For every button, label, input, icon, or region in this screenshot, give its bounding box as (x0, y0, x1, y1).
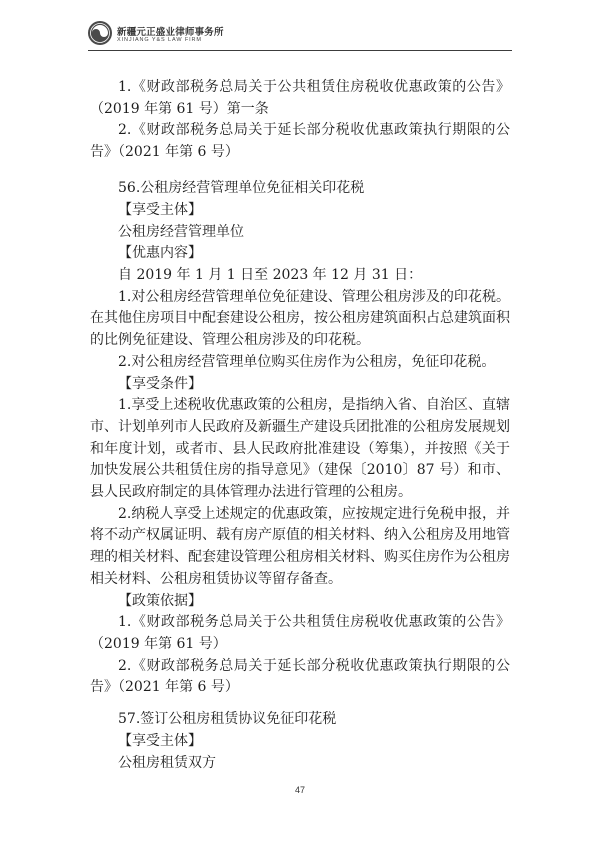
subject-heading (90, 731, 510, 753)
policy-basis-item (90, 77, 510, 120)
policy-basis-item (90, 120, 510, 163)
condition-item (90, 504, 510, 591)
heading-text: 【享受条件】 (118, 375, 202, 392)
firm-name-cn: 新疆元正盛业律师事务所 (117, 27, 224, 38)
spacer (90, 164, 510, 178)
text-line: 在其他住房项目中配套建设公租房，按公租房建筑面积占总建筑面积 (90, 310, 510, 327)
text-line: 将不动产权属证明、载有房产原值的相关材料、纳入公租房及用地管 (90, 527, 510, 544)
benefit-heading (90, 243, 510, 265)
text-line: 2.纳税人享受上述规定的优惠政策，应按规定进行免税申报，并 (118, 505, 510, 522)
text-line: （2019 年第 61 号）第一条 (90, 100, 269, 117)
benefit-item (90, 287, 510, 352)
benefit-item (90, 352, 510, 374)
heading-text: 【政策依据】 (118, 592, 202, 609)
item-56-title (90, 178, 510, 200)
text-line: 1.享受上述税收优惠政策的公租房，是指纳入省、自治区、直辖 (118, 397, 510, 414)
firm-name-en: XINJIANG Y&S LAW FIRM (117, 37, 202, 43)
subject-text (90, 753, 510, 775)
text-line: 县人民政府制定的具体管理办法进行管理的公租房。 (90, 484, 412, 501)
policy-basis-item (90, 612, 510, 655)
section-title: 56.公租房经营管理单位免征相关印花税 (118, 180, 365, 197)
text-line: 的比例免征建设、管理公租房涉及的印花税。 (90, 332, 370, 349)
subject-text (90, 222, 510, 244)
heading-text: 【优惠内容】 (118, 245, 202, 262)
text-line: 2.《财政部税务总局关于延长部分税收优惠政策执行期限的公 (118, 122, 510, 139)
firm-logo-icon (87, 20, 113, 46)
text-line: 自 2019 年 1 月 1 日至 2023 年 12 月 31 日： (118, 267, 423, 284)
header-divider (88, 50, 512, 51)
text-line: 市、计划单列市人民政府及新疆生产建设兵团批准的公租房发展规划 (90, 418, 510, 435)
page-header (0, 0, 600, 56)
heading-text: 【享受主体】 (118, 201, 202, 218)
text-line: 相关材料、公租房租赁协议等留存备查。 (90, 570, 342, 587)
text-line: 告》（2021 年第 6 号） (90, 679, 239, 696)
text-line: 2.对公租房经营管理单位购买住房作为公租房，免征印花税。 (118, 353, 496, 370)
section-title: 57.签订公租房租赁协议免征印花税 (118, 711, 337, 728)
subject-heading (90, 200, 510, 222)
text-line: 公租房租赁双方 (118, 754, 216, 771)
condition-item (90, 395, 510, 504)
text-line: 加快发展公共租赁住房的指导意见》（建保〔2010〕87 号）和市、 (90, 462, 510, 479)
policy-basis-item (90, 656, 510, 699)
text-line: 1.《财政部税务总局关于公共租赁住房税收优惠政策的公告》 (118, 614, 510, 631)
text-line: 理的相关材料、配套建设管理公租房相关材料、购买住房作为公租房 (90, 549, 510, 566)
basis-heading (90, 591, 510, 613)
document-body (90, 77, 510, 774)
heading-text: 【享受主体】 (118, 732, 202, 749)
text-line: 1.对公租房经营管理单位免征建设、管理公租房涉及的印花税。 (118, 288, 510, 305)
text-line: （2019 年第 61 号） (90, 635, 227, 652)
text-line: 1.《财政部税务总局关于公共租赁住房税收优惠政策的公告》 (118, 79, 510, 95)
text-line: 2.《财政部税务总局关于延长部分税收优惠政策执行期限的公 (118, 657, 510, 674)
conditions-heading (90, 374, 510, 396)
text-line: 公租房经营管理单位 (118, 223, 244, 240)
text-line: 和年度计划，或者市、县人民政府批准建设（筹集），并按照《关于 (90, 440, 510, 457)
benefit-period (90, 265, 510, 287)
page-number: 47 (294, 785, 305, 795)
item-57-title (90, 709, 510, 731)
text-line: 告》（2021 年第 6 号） (90, 144, 239, 161)
spacer (90, 699, 510, 709)
